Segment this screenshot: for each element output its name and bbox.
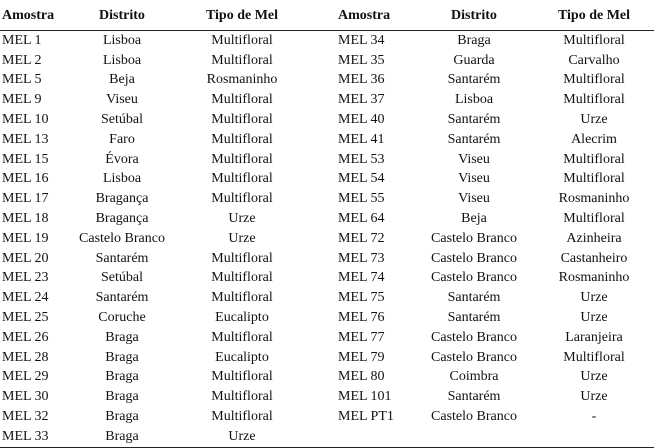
cell-gap: [306, 71, 336, 91]
cell-tipo: Multifloral: [211, 329, 273, 345]
cell-distrito: Lisboa: [454, 92, 494, 108]
cell-tipo: Urze: [178, 427, 306, 447]
header-amostra-right: Amostra: [336, 2, 414, 31]
table-row: [0, 387, 654, 407]
cell-tipo: Urze: [580, 112, 608, 128]
cell-tipo: Multifloral: [563, 72, 625, 88]
cell-gap: [306, 150, 336, 170]
cell-amostra: MEL 19: [2, 230, 49, 246]
cell-amostra: MEL 77: [338, 329, 385, 345]
cell-tipo: Rosmaninho: [206, 72, 278, 88]
cell-tipo: Multifloral: [563, 151, 625, 167]
cell-gap: [306, 51, 336, 71]
cell-amostra: MEL 41: [338, 131, 385, 147]
table-row: [0, 31, 654, 51]
table-row: [0, 150, 654, 170]
cell-tipo: -: [591, 409, 597, 425]
table-row: [0, 427, 654, 447]
cell-distrito: Santarém: [447, 290, 501, 306]
cell-amostra: MEL 10: [2, 112, 49, 128]
cell-gap: [306, 308, 336, 328]
cell-distrito: Castelo Branco: [431, 250, 517, 266]
cell-distrito: Coruche: [98, 310, 146, 326]
cell-amostra: MEL 26: [2, 329, 49, 345]
cell-tipo: Multifloral: [211, 270, 273, 286]
cell-amostra: MEL 15: [2, 151, 49, 167]
cell-tipo: Multifloral: [211, 92, 273, 108]
cell-amostra: MEL 40: [338, 112, 385, 128]
cell-distrito: Beja: [461, 211, 487, 227]
cell-distrito: Castelo Branco: [431, 230, 517, 246]
cell-amostra: MEL 29: [2, 369, 49, 385]
cell-distrito: Lisboa: [102, 171, 142, 187]
cell-tipo: Multifloral: [563, 92, 625, 108]
cell-amostra: MEL 53: [338, 151, 385, 167]
cell-amostra: MEL 24: [2, 290, 49, 306]
cell-tipo: Azinheira: [566, 230, 622, 246]
header-tipo-right: Tipo de Mel: [534, 2, 654, 31]
cell-distrito: [414, 427, 534, 447]
cell-distrito: Castelo Branco: [431, 329, 517, 345]
cell-tipo: Urze: [580, 369, 608, 385]
cell-gap: [306, 328, 336, 348]
cell-tipo: Urze: [228, 211, 256, 227]
cell-gap: [306, 427, 336, 447]
cell-amostra: MEL 80: [338, 369, 385, 385]
table-row: [0, 249, 654, 269]
cell-gap: [306, 249, 336, 269]
cell-amostra: MEL 20: [2, 250, 49, 266]
cell-tipo: Eucalipto: [215, 349, 269, 365]
table-row: [0, 130, 654, 150]
header-tipo-left: Tipo de Mel: [178, 2, 306, 31]
cell-gap: [306, 269, 336, 289]
cell-gap: [306, 407, 336, 427]
table-row: [0, 288, 654, 308]
cell-tipo: Multifloral: [211, 112, 273, 128]
cell-distrito: Setúbal: [101, 270, 143, 286]
cell-tipo: Multifloral: [563, 211, 625, 227]
cell-gap: [306, 387, 336, 407]
table-row: [0, 407, 654, 427]
table-row: [0, 328, 654, 348]
cell-distrito: Santarém: [447, 310, 501, 326]
cell-amostra: MEL 37: [338, 92, 385, 108]
cell-amostra: MEL 74: [338, 270, 385, 286]
honey-samples-table: [0, 2, 654, 448]
cell-amostra: MEL 34: [338, 32, 385, 48]
table-row: [0, 90, 654, 110]
cell-gap: [306, 288, 336, 308]
cell-gap: [306, 110, 336, 130]
cell-distrito: Santarém: [447, 72, 501, 88]
cell-tipo: Multifloral: [211, 52, 273, 68]
cell-amostra: MEL 17: [2, 191, 49, 207]
cell-amostra: MEL 36: [338, 72, 385, 88]
cell-distrito: Viseu: [106, 92, 138, 108]
table-row: [0, 368, 654, 388]
cell-distrito: Castelo Branco: [79, 230, 165, 246]
table-row: [0, 308, 654, 328]
header-gap: [306, 2, 336, 31]
cell-gap: [306, 229, 336, 249]
cell-distrito: Beja: [109, 72, 135, 88]
table-row: [0, 170, 654, 190]
cell-tipo: Laranjeira: [565, 329, 623, 345]
table-header-row: [0, 2, 654, 31]
cell-distrito: Viseu: [458, 191, 490, 207]
cell-gap: [306, 348, 336, 368]
cell-amostra: MEL 54: [338, 171, 385, 187]
cell-amostra: MEL 73: [338, 250, 385, 266]
cell-distrito: Braga: [105, 409, 139, 425]
cell-distrito: Bragança: [95, 191, 149, 207]
cell-tipo: Multifloral: [211, 250, 273, 266]
table-row: [0, 71, 654, 91]
cell-amostra: MEL 32: [2, 409, 49, 425]
table-row: [0, 348, 654, 368]
cell-tipo: Multifloral: [563, 171, 625, 187]
cell-distrito: Santarém: [95, 250, 149, 266]
cell-tipo: Multifloral: [211, 32, 273, 48]
cell-gap: [306, 170, 336, 190]
header-distrito-left: Distrito: [66, 2, 178, 31]
cell-distrito: Santarém: [447, 389, 501, 405]
cell-amostra: MEL 72: [338, 230, 385, 246]
cell-distrito: Santarém: [447, 131, 501, 147]
cell-tipo: Multifloral: [211, 131, 273, 147]
cell-tipo: Urze: [580, 310, 608, 326]
cell-amostra: MEL 30: [2, 389, 49, 405]
table-row: [0, 51, 654, 71]
cell-amostra: MEL PT1: [338, 409, 394, 425]
header-distrito-right: Distrito: [414, 2, 534, 31]
cell-gap: [306, 31, 336, 51]
cell-amostra: MEL 25: [2, 310, 49, 326]
cell-tipo: [534, 427, 654, 447]
cell-distrito: Braga: [105, 389, 139, 405]
cell-tipo: Castanheiro: [560, 250, 628, 266]
table-body: [0, 31, 654, 448]
cell-distrito: Santarém: [95, 290, 149, 306]
cell-amostra: [336, 427, 414, 447]
cell-tipo: Multifloral: [211, 369, 273, 385]
cell-distrito: Braga: [66, 427, 178, 447]
table-row: [0, 269, 654, 289]
cell-tipo: Multifloral: [563, 32, 625, 48]
cell-distrito: Castelo Branco: [431, 409, 517, 425]
cell-tipo: Multifloral: [211, 171, 273, 187]
cell-amostra: MEL 64: [338, 211, 385, 227]
cell-distrito: Coimbra: [449, 369, 499, 385]
cell-distrito: Lisboa: [102, 52, 142, 68]
cell-amostra: MEL 9: [2, 92, 42, 108]
cell-distrito: Castelo Branco: [431, 349, 517, 365]
cell-tipo: Carvalho: [568, 52, 620, 68]
cell-distrito: Viseu: [458, 151, 490, 167]
table-row: [0, 209, 654, 229]
cell-tipo: Multifloral: [211, 191, 273, 207]
cell-amostra: MEL 33: [0, 427, 66, 447]
header-amostra-left: Amostra: [0, 2, 66, 31]
cell-tipo: Urze: [580, 290, 608, 306]
cell-tipo: Rosmaninho: [558, 191, 630, 207]
cell-distrito: Braga: [105, 369, 139, 385]
cell-tipo: Eucalipto: [215, 310, 269, 326]
cell-distrito: Castelo Branco: [431, 270, 517, 286]
cell-amostra: MEL 16: [2, 171, 49, 187]
cell-gap: [306, 130, 336, 150]
cell-tipo: Multifloral: [211, 389, 273, 405]
cell-gap: [306, 368, 336, 388]
cell-amostra: MEL 18: [2, 211, 49, 227]
cell-distrito: Braga: [105, 349, 139, 365]
table-row: [0, 110, 654, 130]
table-row: [0, 189, 654, 209]
cell-amostra: MEL 76: [338, 310, 385, 326]
cell-tipo: Rosmaninho: [558, 270, 630, 286]
cell-distrito: Guarda: [453, 52, 495, 68]
cell-tipo: Urze: [580, 389, 608, 405]
cell-gap: [306, 189, 336, 209]
cell-amostra: MEL 55: [338, 191, 385, 207]
cell-distrito: Viseu: [458, 171, 490, 187]
cell-amostra: MEL 13: [2, 131, 49, 147]
cell-tipo: Alecrim: [571, 131, 617, 147]
cell-tipo: Multifloral: [211, 151, 273, 167]
cell-amostra: MEL 35: [338, 52, 385, 68]
cell-distrito: Lisboa: [102, 32, 142, 48]
cell-gap: [306, 209, 336, 229]
cell-amostra: MEL 23: [2, 270, 49, 286]
cell-distrito: Santarém: [447, 112, 501, 128]
cell-distrito: Bragança: [95, 211, 149, 227]
cell-amostra: MEL 2: [2, 52, 42, 68]
cell-tipo: Multifloral: [563, 349, 625, 365]
cell-distrito: Évora: [105, 151, 139, 167]
table-row: [0, 229, 654, 249]
cell-distrito: Braga: [457, 32, 491, 48]
cell-distrito: Braga: [105, 329, 139, 345]
cell-amostra: MEL 101: [338, 389, 392, 405]
cell-amostra: MEL 1: [2, 32, 42, 48]
cell-tipo: Urze: [228, 230, 256, 246]
cell-tipo: Multifloral: [211, 290, 273, 306]
cell-amostra: MEL 28: [2, 349, 49, 365]
cell-amostra: MEL 75: [338, 290, 385, 306]
cell-distrito: Setúbal: [101, 112, 143, 128]
cell-tipo: Multifloral: [211, 409, 273, 425]
cell-distrito: Faro: [109, 131, 135, 147]
cell-gap: [306, 90, 336, 110]
cell-amostra: MEL 5: [2, 72, 42, 88]
cell-amostra: MEL 79: [338, 349, 385, 365]
